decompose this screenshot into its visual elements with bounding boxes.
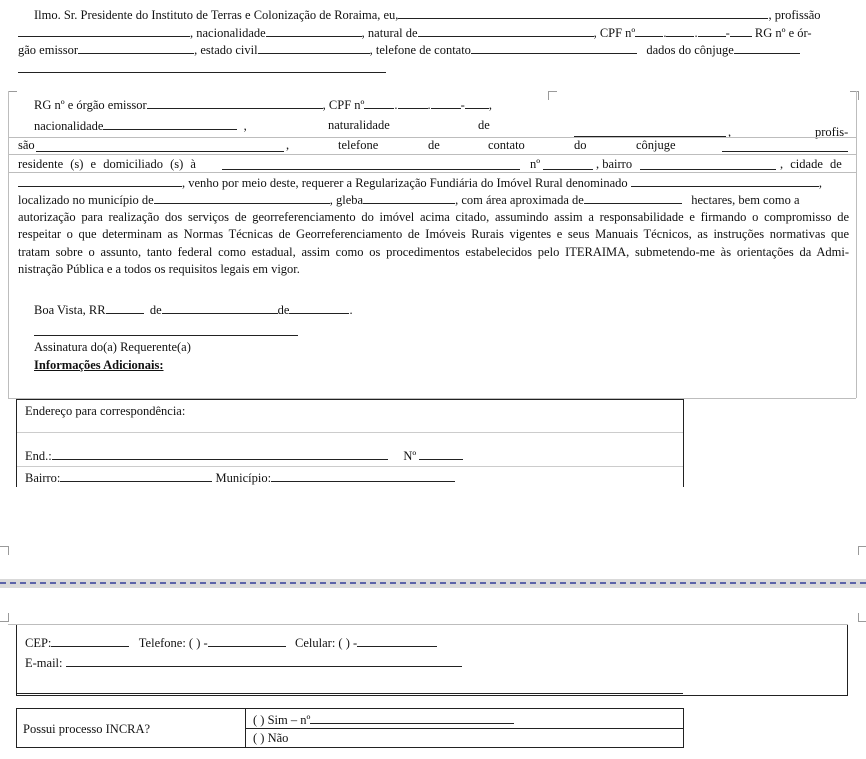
residence-street-field[interactable] <box>222 169 520 170</box>
box-divider <box>245 728 683 729</box>
spouse-profissao-label: profis- <box>815 125 849 139</box>
sim-option[interactable]: ( ) Sim – nº <box>253 713 311 727</box>
spouse-nacionalidade <box>34 118 247 133</box>
day-field[interactable] <box>106 302 144 314</box>
layout-rule <box>8 172 856 173</box>
intro-salutation: Ilmo. Sr. Presidente do Instituto de Terras e Colonização de Roraima, eu, <box>34 8 399 22</box>
profissao-field[interactable] <box>18 25 190 37</box>
correspondence-box <box>16 399 684 487</box>
cpf-dot: . <box>694 26 698 40</box>
area-field[interactable] <box>584 192 682 204</box>
orgao-label: gão emissor <box>18 43 79 57</box>
margin-corner-mark <box>548 91 557 100</box>
residence-bairro-field[interactable] <box>640 169 776 170</box>
month-field[interactable] <box>162 302 278 314</box>
residence-label: residente (s) e domiciliado (s) à <box>18 157 196 171</box>
natural-label: , natural de <box>361 26 418 40</box>
page-break-dashes <box>0 582 866 584</box>
de-label: de <box>149 303 162 317</box>
comma: , <box>488 98 492 112</box>
margin-corner-mark <box>850 91 859 100</box>
paragraph-line: nistração Pública e a todos os requisitos legais em vigor. <box>18 261 300 276</box>
address-row <box>25 448 463 463</box>
celular-field[interactable] <box>357 635 437 647</box>
period: . <box>349 303 353 317</box>
orgao-field[interactable] <box>78 42 194 54</box>
incra-nao-option[interactable]: ( ) Não <box>253 731 289 745</box>
cpf-part-2[interactable] <box>666 25 694 37</box>
spouse-de2-label: de <box>428 138 440 152</box>
paragraph-line: respeitar o que determinam as Normas Técnicas de Georreferenciamento de Imóveis Rurais vigentes e seus Manuais Técnicos, as instruções normativas que <box>18 227 849 242</box>
telefone-label: , telefone de contato <box>369 43 471 57</box>
spouse-line-rg <box>34 97 492 112</box>
contact-box <box>16 625 848 696</box>
spouse-contato-field[interactable] <box>722 151 848 152</box>
rg-label: RG nº e ór- <box>754 26 812 40</box>
bairro-label: Bairro: <box>25 471 61 485</box>
incra-sim-row <box>253 712 514 727</box>
spouse-nac-field[interactable] <box>103 118 237 130</box>
intro-line-2 <box>18 25 812 40</box>
signature-line[interactable] <box>34 335 298 336</box>
margin-corner-mark <box>0 613 9 622</box>
cpf-dash: - <box>460 98 465 112</box>
gleba-label: , gleba <box>329 193 364 207</box>
dados-conjuge-field[interactable] <box>734 42 800 54</box>
cpf-dot: . <box>394 98 398 112</box>
paragraph-line: tratam sobre o assunto, tanto federal como estadual, assim como os procedimentos estabelecidos pelo ITERAIMA, submetendo-me às orientações da Admi- <box>18 244 849 259</box>
name-field[interactable] <box>398 7 768 19</box>
bairro-row <box>25 470 455 485</box>
natural-field[interactable] <box>418 25 594 37</box>
intro-continuation-line[interactable] <box>18 72 386 73</box>
num-label: Nº <box>403 449 417 463</box>
email-field[interactable] <box>66 655 462 667</box>
municipio-field[interactable] <box>154 192 330 204</box>
cep-label: CEP: <box>25 636 52 650</box>
layout-rule <box>856 91 857 398</box>
cpf-dash: - <box>725 26 730 40</box>
cpf-part-3[interactable] <box>698 25 726 37</box>
margin-corner-mark <box>0 546 9 555</box>
cpf-digit[interactable] <box>730 25 752 37</box>
telefone-field[interactable] <box>471 42 637 54</box>
layout-rule <box>8 91 9 398</box>
residence-number-field[interactable] <box>543 169 593 170</box>
spouse-nac-label: nacionalidade <box>34 119 104 133</box>
box-divider <box>17 432 683 433</box>
cep-row <box>25 635 437 650</box>
signature-label: Assinatura do(a) Requerente(a) <box>34 340 191 354</box>
nacionalidade-label: , nacionalidade <box>190 26 266 40</box>
spouse-sao-label: são <box>18 138 35 152</box>
email-label: E-mail: <box>25 656 63 670</box>
bairro-field[interactable] <box>60 470 212 482</box>
spouse-profissao-field[interactable] <box>36 151 284 152</box>
comma: , <box>286 138 290 152</box>
spouse-conjuge-label: cônjuge <box>636 138 676 152</box>
spouse-cpf-part-2[interactable] <box>398 97 428 109</box>
correspondence-title: Endereço para correspondência: <box>25 404 186 418</box>
info-heading: Informações Adicionais: <box>34 358 164 372</box>
spouse-contato-label: contato <box>488 138 525 152</box>
spouse-rg-label: RG nº e órgão emissor <box>34 98 147 112</box>
end-field[interactable] <box>52 448 388 460</box>
municipio-label: Município: <box>215 471 272 485</box>
spouse-cpf-part-1[interactable] <box>364 97 394 109</box>
request-text: , venho por meio deste, requerer a Regularização Fundiária do Imóvel Rural denominado <box>182 176 628 190</box>
cidade-field[interactable] <box>18 175 182 187</box>
email-row <box>25 655 462 670</box>
comma: , <box>243 119 247 133</box>
profissao-label: , profissão <box>768 8 821 22</box>
residence-number-label: nº <box>530 157 541 171</box>
incra-number-field[interactable] <box>310 712 514 724</box>
year-field[interactable] <box>289 302 349 314</box>
incra-question: Possui processo INCRA? <box>23 722 151 736</box>
num-field[interactable] <box>419 448 463 460</box>
nacionalidade-field[interactable] <box>266 25 362 37</box>
de-label: de <box>277 303 290 317</box>
comma: , <box>818 176 822 190</box>
gleba-field[interactable] <box>363 192 455 204</box>
spouse-rg-field[interactable] <box>147 97 323 109</box>
area-label: , com área aproximada de <box>455 193 584 207</box>
spouse-cpf-digit[interactable] <box>465 97 489 109</box>
cpf-dot: . <box>663 26 667 40</box>
dados-conjuge-label: dados do cônjuge <box>646 43 734 57</box>
contact-bottom-rule <box>17 693 683 694</box>
telefone-label: Telefone: ( ) - <box>138 636 208 650</box>
box-divider <box>17 466 683 467</box>
spouse-naturalidade-label: naturalidade <box>328 118 390 132</box>
municipio-label: localizado no município de <box>18 193 154 207</box>
residence-bairro-label: , bairro <box>596 157 633 171</box>
intro-line-1 <box>34 7 821 22</box>
telefone-field[interactable] <box>208 635 286 647</box>
spouse-do-label: do <box>574 138 587 152</box>
request-line-2 <box>18 192 800 207</box>
comma: , <box>728 125 732 139</box>
spouse-cpf-part-3[interactable] <box>431 97 461 109</box>
end-label: End.: <box>25 449 52 463</box>
city-label: Boa Vista, RR <box>34 303 106 317</box>
spouse-de-label: de <box>478 118 490 132</box>
cep-field[interactable] <box>51 635 129 647</box>
residence-cidade-label: , cidade de <box>780 157 842 171</box>
request-line-1 <box>18 175 822 190</box>
layout-rule <box>8 154 856 155</box>
incra-box <box>16 708 684 748</box>
estado-civil-field[interactable] <box>258 42 370 54</box>
margin-corner-mark <box>8 91 17 100</box>
spouse-cpf-label: , CPF nº <box>322 98 365 112</box>
cpf-label: , CPF nº <box>593 26 636 40</box>
municipio-field[interactable] <box>271 470 455 482</box>
date-line <box>34 302 353 317</box>
cpf-dot: . <box>427 98 431 112</box>
paragraph-line: autorização para realização dos serviços de georreferenciamento do imóvel acima citado, assumindo assim a responsabilidade e firmando o compromisso de <box>18 210 849 224</box>
request-paragraph <box>18 209 849 278</box>
imovel-name-field[interactable] <box>631 175 819 187</box>
hectares-text: hectares, bem como a <box>691 193 800 207</box>
celular-label: Celular: ( ) - <box>295 636 358 650</box>
margin-corner-mark <box>858 613 866 622</box>
intro-line-3 <box>18 42 800 57</box>
spouse-telefone-label: telefone <box>338 138 379 152</box>
cpf-part-1[interactable] <box>635 25 663 37</box>
estado-civil-label: , estado civil <box>194 43 258 57</box>
margin-corner-mark <box>858 546 866 555</box>
